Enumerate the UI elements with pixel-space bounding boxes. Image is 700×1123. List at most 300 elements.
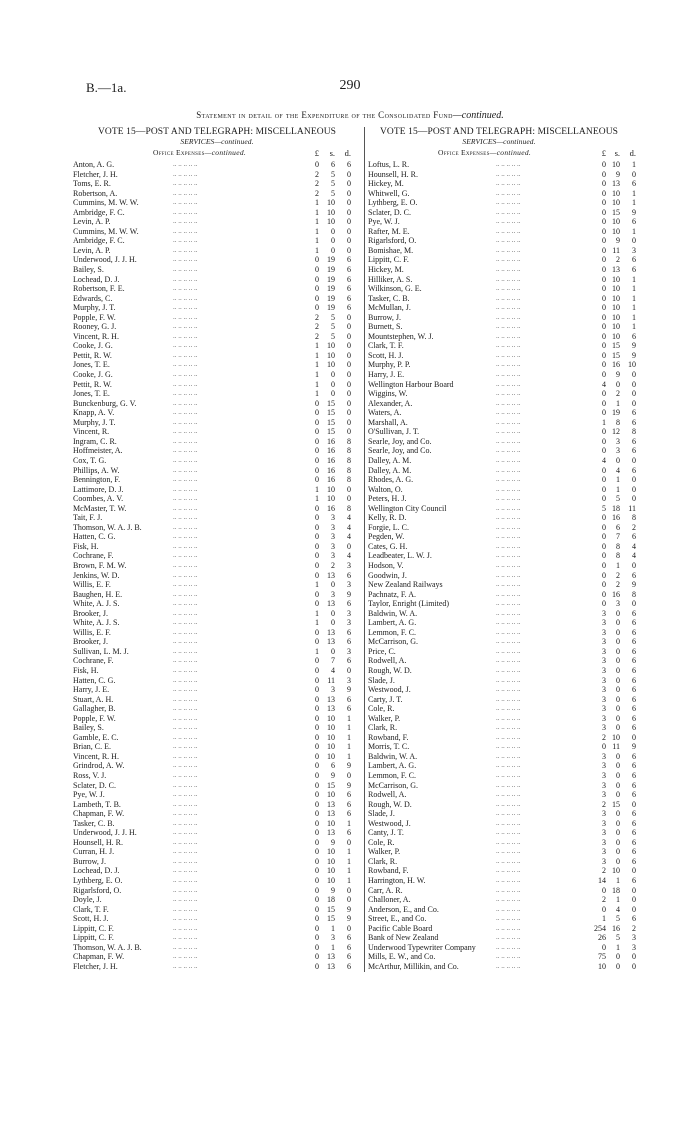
- pounds-value: 3: [602, 828, 606, 838]
- pence-value: 6: [347, 799, 351, 809]
- shillings-value: 1: [616, 895, 620, 905]
- ledger-row: [73, 733, 361, 743]
- shillings-value: 0: [616, 455, 620, 465]
- statement-title: [0, 110, 700, 121]
- shillings-value: 16: [327, 455, 335, 465]
- pence-value: 6: [347, 284, 351, 294]
- ledger-row: [368, 541, 636, 552]
- ledger-row: [368, 723, 636, 733]
- pounds-value: 3: [602, 771, 606, 780]
- pence-value: 3: [632, 933, 636, 943]
- shillings-value: 10: [612, 274, 620, 284]
- leader-dots: .. .. .. .. ..: [496, 446, 521, 455]
- leader-dots: .. .. .. .. ..: [496, 245, 521, 254]
- pounds-value: 3: [602, 675, 606, 685]
- payee-name: Slade, J.: [368, 675, 395, 685]
- leader-dots: .. .. .. .. ..: [496, 312, 521, 321]
- shillings-value: 0: [616, 847, 620, 857]
- pounds-value: 0: [315, 828, 319, 838]
- shillings-value: 16: [327, 446, 335, 456]
- pence-value: 1: [632, 322, 636, 332]
- pounds-value: 0: [315, 417, 319, 427]
- ledger-row: [73, 742, 361, 752]
- ledger-row: [368, 713, 636, 724]
- leader-dots: .. .. .. .. ..: [496, 265, 521, 274]
- pounds-value: 1: [602, 914, 606, 924]
- pence-value: 8: [632, 589, 636, 599]
- shillings-value: 2: [616, 255, 620, 265]
- pounds-value: 0: [315, 560, 319, 570]
- payee-name: Fisk, H.: [73, 665, 99, 675]
- payee-name: McCarrison, G.: [368, 780, 418, 790]
- payee-name: Levin, A. P.: [73, 217, 111, 227]
- leader-dots: .. .. .. .. ..: [173, 551, 198, 560]
- shillings-value: 15: [327, 417, 335, 427]
- payee-name: Burrow, J.: [73, 856, 107, 866]
- payee-name: Walker, P.: [368, 713, 401, 723]
- pounds-value: 0: [315, 284, 319, 294]
- pounds-value: 0: [315, 809, 319, 819]
- shillings-value: 13: [327, 952, 335, 962]
- leader-dots: .. .. .. .. ..: [173, 646, 198, 655]
- leader-dots: .. .. .. .. ..: [173, 780, 198, 789]
- shillings-value: 0: [616, 837, 620, 847]
- payee-name: Doyle, J.: [73, 895, 102, 905]
- ledger-row: [368, 341, 636, 351]
- pence-value: 0: [632, 560, 636, 570]
- pence-value: 6: [632, 656, 636, 666]
- ledger-row: [368, 828, 636, 838]
- shillings-value: 0: [331, 370, 335, 380]
- payee-name: Thomson, W. A. J. B.: [73, 942, 142, 952]
- pounds-value: 0: [602, 198, 606, 208]
- leader-dots: .. .. .. .. ..: [496, 618, 521, 627]
- payee-name: Pachnatz, F. A.: [368, 589, 417, 599]
- leader-dots: .. .. .. .. ..: [173, 809, 198, 818]
- ledger-row: [73, 857, 361, 867]
- ledger-row: [368, 589, 636, 600]
- ledger-row: [73, 590, 361, 600]
- leader-dots: .. .. .. .. ..: [173, 417, 198, 426]
- payee-name: Wiggins, W.: [368, 389, 408, 399]
- pence-value: 9: [632, 341, 636, 351]
- vote-title: VOTE 15—POST AND TELEGRAPH: MISCELLANEOUS: [97, 127, 337, 137]
- leader-dots: .. .. .. .. ..: [173, 341, 198, 350]
- pence-value: 1: [347, 856, 351, 866]
- ledger-row: [368, 312, 636, 323]
- ledger-row: [368, 322, 636, 332]
- section-name: Office Expenses: [153, 148, 205, 157]
- leader-dots: .. .. .. .. ..: [173, 513, 198, 522]
- pounds-value: 0: [602, 408, 606, 418]
- payee-name: Fletcher, J. H.: [73, 961, 118, 971]
- pounds-value: 0: [315, 751, 319, 761]
- pence-value: 11: [628, 503, 636, 513]
- shillings-value: 1: [331, 923, 335, 933]
- payee-name: Rigarlsford, O.: [73, 885, 122, 895]
- shillings-value: 11: [612, 245, 620, 255]
- ledger-row: [73, 380, 361, 390]
- shillings-value: 10: [327, 217, 335, 227]
- leader-dots: .. .. .. .. ..: [173, 790, 198, 799]
- leader-dots: .. .. .. .. ..: [496, 914, 521, 923]
- pence-value: 0: [632, 370, 636, 380]
- pence-value: 0: [347, 541, 351, 551]
- shillings-header: s.: [329, 148, 335, 158]
- pounds-value: 1: [315, 245, 319, 255]
- ledger-row: [368, 198, 636, 208]
- pounds-value: 0: [315, 866, 319, 876]
- ledger-row: [368, 952, 636, 962]
- leader-dots: .. .. .. .. ..: [496, 589, 521, 598]
- ledger-row: [73, 723, 361, 733]
- shillings-value: 16: [327, 465, 335, 475]
- ledger-row: [73, 389, 361, 399]
- ledger-row: [368, 923, 636, 934]
- vote-subtitle: SERVICES—continued.: [462, 137, 536, 146]
- ledger-row: [73, 466, 361, 476]
- payee-name: Chapman, F. W.: [73, 952, 125, 962]
- ledger-row: [368, 656, 636, 666]
- pounds-value: 1: [315, 198, 319, 208]
- pence-value: 0: [347, 245, 351, 255]
- payee-name: Rafter, M. E.: [368, 226, 410, 236]
- ledger-row: [73, 255, 361, 265]
- payee-name: Wilkinson, G. E.: [368, 284, 422, 294]
- payee-name: Murphy, P. P.: [368, 360, 411, 370]
- ledger-row: [73, 332, 361, 342]
- leader-dots: .. .. .. .. ..: [496, 761, 521, 770]
- payee-name: Dalley, A. M.: [368, 465, 412, 475]
- shillings-value: 0: [616, 771, 620, 780]
- payee-name: Hilliker, A. S.: [368, 274, 413, 284]
- payee-name: Vincent, R. H.: [73, 331, 119, 341]
- leader-dots: .. .. .. .. ..: [173, 360, 198, 369]
- shillings-value: 10: [327, 790, 335, 800]
- pounds-value: 2: [315, 312, 319, 322]
- payee-name: Jenkins, W. D.: [73, 570, 120, 580]
- pounds-value: 26: [598, 933, 606, 943]
- pounds-value: 0: [315, 771, 319, 780]
- pounds-value: 0: [315, 455, 319, 465]
- leader-dots: .. .. .. .. ..: [496, 188, 521, 197]
- pounds-value: 0: [602, 446, 606, 456]
- pence-value: 1: [347, 713, 351, 723]
- pence-value: 6: [632, 780, 636, 790]
- ledger-row: [73, 351, 361, 361]
- pounds-value: 0: [315, 465, 319, 475]
- pounds-value: 1: [315, 580, 319, 590]
- column-divider: [364, 127, 365, 972]
- leader-dots: .. .. .. .. ..: [496, 713, 521, 722]
- payee-name: Mountstephen, W. J.: [368, 331, 434, 341]
- payee-name: Cochrane, F.: [73, 656, 114, 666]
- payee-name: Forgie, L. C.: [368, 522, 409, 532]
- pence-value: 6: [347, 293, 351, 303]
- ledger-row: [368, 475, 636, 485]
- ledger-row: [368, 885, 636, 896]
- payee-name: Baldwin, W. A.: [368, 751, 418, 761]
- payee-name: Gallagher, B.: [73, 704, 116, 714]
- ledger-row: [368, 293, 636, 304]
- pounds-value: 1: [315, 226, 319, 236]
- leader-dots: .. .. .. .. ..: [496, 560, 521, 569]
- pence-value: 0: [347, 169, 351, 179]
- shillings-value: 0: [331, 389, 335, 399]
- pounds-value: 254: [594, 923, 606, 933]
- pounds-value: 3: [602, 790, 606, 800]
- shillings-value: 1: [616, 560, 620, 570]
- pounds-value: 0: [315, 427, 319, 437]
- payee-name: Tasker, C. B.: [73, 818, 115, 828]
- leader-dots: .. .. .. .. ..: [496, 904, 521, 913]
- shillings-value: 9: [331, 837, 335, 847]
- payee-name: Bailey, S.: [73, 265, 104, 275]
- shillings-value: 11: [327, 675, 335, 685]
- leader-dots: .. .. .. .. ..: [173, 312, 198, 321]
- pounds-value: 0: [315, 265, 319, 275]
- pounds-value: 3: [602, 818, 606, 828]
- payee-name: Fletcher, J. H.: [73, 169, 118, 179]
- shillings-value: 16: [612, 589, 620, 599]
- shillings-value: 13: [327, 961, 335, 971]
- pounds-value: 0: [315, 895, 319, 905]
- payee-name: Popple, F. W.: [73, 713, 116, 723]
- leader-dots: .. .. .. .. ..: [173, 370, 198, 379]
- leader-dots: .. .. .. .. ..: [496, 818, 521, 827]
- leader-dots: .. .. .. .. ..: [496, 331, 521, 340]
- leader-dots: .. .. .. .. ..: [173, 742, 198, 751]
- shillings-value: 10: [327, 876, 335, 886]
- shillings-value: 9: [616, 169, 620, 179]
- shillings-value: 10: [612, 331, 620, 341]
- payee-name: Grindrod, A. W.: [73, 761, 125, 771]
- left-column: [73, 127, 361, 971]
- shillings-value: 10: [612, 160, 620, 169]
- shillings-value: 10: [327, 341, 335, 351]
- pence-value: 3: [347, 560, 351, 570]
- payee-name: Alexander, A.: [368, 398, 413, 408]
- pence-value: 6: [632, 704, 636, 714]
- ledger-row: [73, 838, 361, 848]
- pence-value: 6: [632, 751, 636, 761]
- ledger-row: [368, 532, 636, 542]
- ledger-row: [73, 886, 361, 896]
- pence-value: 0: [347, 665, 351, 675]
- pence-value: 6: [632, 790, 636, 800]
- leader-dots: .. .. .. .. ..: [496, 952, 521, 961]
- ledger-row: [73, 800, 361, 810]
- ledger-row: [73, 198, 361, 208]
- ledger-row: [73, 561, 361, 571]
- leader-dots: .. .. .. .. ..: [496, 809, 521, 818]
- shillings-value: 7: [331, 656, 335, 666]
- payee-name: Scott, H. J.: [73, 914, 109, 924]
- payee-name: Fisk, H.: [73, 541, 99, 551]
- shillings-value: 6: [616, 522, 620, 532]
- ledger-row: [368, 732, 636, 743]
- pence-value: 0: [632, 885, 636, 895]
- ledger-row: [73, 189, 361, 199]
- leader-dots: .. .. .. .. ..: [173, 274, 198, 283]
- pence-value: 0: [632, 389, 636, 399]
- payee-name: Sclater, D. C.: [73, 780, 117, 790]
- shillings-value: 10: [327, 723, 335, 733]
- payee-name: Cochrane, F.: [73, 551, 114, 561]
- pounds-value: 0: [602, 742, 606, 752]
- leader-dots: .. .. .. .. ..: [496, 780, 521, 789]
- payee-name: Peters, H. J.: [368, 494, 407, 504]
- pounds-value: 1: [315, 494, 319, 504]
- shillings-value: 3: [331, 532, 335, 542]
- pounds-value: 2: [315, 179, 319, 189]
- pounds-value: 2: [315, 188, 319, 198]
- pence-value: 6: [632, 646, 636, 656]
- pence-value: 10: [628, 360, 636, 370]
- shillings-value: 16: [327, 436, 335, 446]
- pence-value: 0: [347, 923, 351, 933]
- pence-value: 0: [347, 312, 351, 322]
- payee-name: Goodwin, J.: [368, 570, 407, 580]
- payee-name: Anderson, E., and Co.: [368, 904, 439, 914]
- pounds-value: 2: [602, 866, 606, 876]
- leader-dots: .. .. .. .. ..: [173, 322, 198, 331]
- pounds-value: 0: [602, 560, 606, 570]
- payee-name: Pettit, R. W.: [73, 350, 112, 360]
- payee-name: Hatten, C. G.: [73, 675, 116, 685]
- leader-dots: .. .. .. .. ..: [173, 570, 198, 579]
- pounds-value: 0: [315, 541, 319, 551]
- ledger-row: [73, 227, 361, 237]
- ledger-row: [73, 685, 361, 695]
- pence-value: 6: [632, 265, 636, 275]
- shillings-value: 0: [616, 665, 620, 675]
- pence-value: 6: [632, 694, 636, 704]
- pence-value: 8: [347, 475, 351, 485]
- shillings-value: 2: [616, 580, 620, 590]
- shillings-value: 9: [331, 885, 335, 895]
- leader-dots: .. .. .. .. ..: [496, 742, 521, 751]
- shillings-value: 0: [331, 646, 335, 656]
- ledger-row: [368, 866, 636, 876]
- leader-dots: .. .. .. .. ..: [496, 350, 521, 359]
- pounds-value: 0: [315, 790, 319, 800]
- leader-dots: .. .. .. .. ..: [496, 790, 521, 799]
- pounds-value: 0: [315, 704, 319, 714]
- leader-dots: .. .. .. .. ..: [496, 207, 521, 216]
- shillings-value: 0: [616, 608, 620, 618]
- ledger-row: [368, 360, 636, 370]
- pence-value: 6: [632, 608, 636, 618]
- pounds-value: 0: [602, 551, 606, 561]
- pence-value: 1: [632, 226, 636, 236]
- pence-value: 0: [347, 427, 351, 437]
- ledger-row: [73, 551, 361, 561]
- shillings-value: 10: [612, 322, 620, 332]
- shillings-value: 2: [616, 570, 620, 580]
- pence-value: 6: [347, 255, 351, 265]
- payee-name: Brown, F. M. W.: [73, 560, 127, 570]
- leader-dots: .. .. .. .. ..: [173, 627, 198, 636]
- pence-value: 6: [632, 637, 636, 647]
- leader-dots: .. .. .. .. ..: [173, 942, 198, 951]
- shillings-value: 9: [616, 370, 620, 380]
- ledger-row: [368, 217, 636, 227]
- pounds-value: 0: [315, 694, 319, 704]
- pounds-value: 0: [602, 236, 606, 246]
- leader-dots: .. .. .. .. ..: [496, 876, 521, 885]
- leader-dots: .. .. .. .. ..: [173, 350, 198, 359]
- shillings-value: 16: [327, 475, 335, 485]
- ledger-row: [73, 847, 361, 857]
- pence-value: 6: [632, 618, 636, 628]
- pence-value: 0: [347, 188, 351, 198]
- pounds-value: 0: [602, 494, 606, 504]
- ledger-row: [73, 427, 361, 437]
- shillings-value: 10: [612, 866, 620, 876]
- shillings-value: 13: [612, 265, 620, 275]
- leader-dots: .. .. .. .. ..: [173, 389, 198, 398]
- leader-dots: .. .. .. .. ..: [496, 198, 521, 207]
- ledger-row: [368, 465, 636, 476]
- pence-value: 6: [632, 436, 636, 446]
- pounds-value: 0: [315, 255, 319, 265]
- pounds-value: 3: [602, 809, 606, 819]
- leader-dots: .. .. .. .. ..: [496, 665, 521, 674]
- shillings-value: 1: [616, 942, 620, 952]
- ledger-row: [73, 265, 361, 275]
- pence-value: 9: [347, 589, 351, 599]
- pounds-value: 4: [602, 379, 606, 389]
- shillings-value: 0: [331, 226, 335, 236]
- pence-value: 0: [347, 398, 351, 408]
- shillings-value: 11: [612, 742, 620, 752]
- leader-dots: .. .. .. .. ..: [496, 236, 521, 245]
- shillings-value: 15: [327, 914, 335, 924]
- leader-dots: .. .. .. .. ..: [173, 618, 198, 627]
- ledger-row: [73, 599, 361, 609]
- leader-dots: .. .. .. .. ..: [173, 379, 198, 388]
- ledger-row: [368, 570, 636, 581]
- pounds-value: 3: [602, 685, 606, 695]
- shillings-value: 10: [612, 217, 620, 227]
- ledger-row: [73, 313, 361, 323]
- payee-name: Bank of New Zealand: [368, 933, 439, 943]
- pounds-header: £: [601, 148, 606, 158]
- payee-name: Lippitt, C. F.: [73, 933, 114, 943]
- pounds-value: 3: [602, 856, 606, 866]
- leader-dots: .. .. .. .. ..: [173, 398, 198, 407]
- pounds-value: 3: [602, 713, 606, 723]
- pence-value: 0: [632, 799, 636, 809]
- leader-dots: .. .. .. .. ..: [496, 751, 521, 760]
- leader-dots: .. .. .. .. ..: [173, 599, 198, 608]
- pence-value: 3: [347, 608, 351, 618]
- payee-name: Hickey, M.: [368, 265, 404, 275]
- pounds-value: 2: [602, 895, 606, 905]
- leader-dots: .. .. .. .. ..: [173, 847, 198, 856]
- leader-dots: .. .. .. .. ..: [496, 379, 521, 388]
- leader-dots: .. .. .. .. ..: [496, 942, 521, 951]
- ledger-row: [368, 503, 636, 514]
- leader-dots: .. .. .. .. ..: [173, 160, 198, 168]
- payee-name: Underwood, J. J. H.: [73, 828, 137, 838]
- pounds-value: 1: [315, 646, 319, 656]
- pounds-value: 0: [602, 303, 606, 313]
- payee-name: Rough, W. D.: [368, 799, 412, 809]
- shillings-value: 15: [612, 799, 620, 809]
- pence-value: 6: [347, 961, 351, 971]
